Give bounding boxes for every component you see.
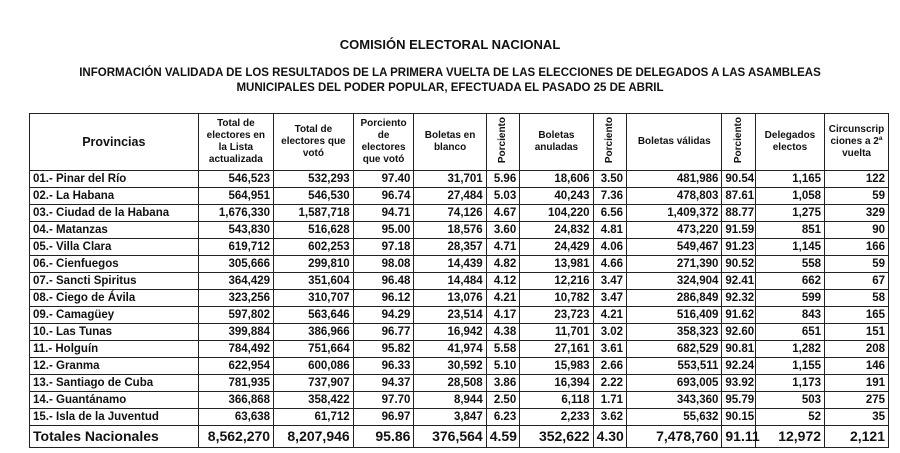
cell-total-electores-voto: 546,530 xyxy=(274,188,354,205)
cell-circunscripciones-segunda-vuelta: 146 xyxy=(825,358,889,375)
cell-porciento-electores-voto: 96.97 xyxy=(353,409,414,426)
header-porciento-anuladas xyxy=(593,114,627,171)
cell-boletas-validas: 553,511 xyxy=(627,358,722,375)
cell-boletas-blanco: 27,484 xyxy=(414,188,486,205)
header-porciento-validas-label: Porciento xyxy=(732,116,744,164)
table-row xyxy=(30,239,889,256)
totals-cell-total-electores-lista: 8,562,270 xyxy=(198,426,273,448)
totals-cell-circunscripciones-segunda-vuelta: 2,121 xyxy=(825,426,889,448)
cell-porciento-validas: 93.92 xyxy=(722,375,756,392)
header-row xyxy=(30,114,889,171)
header-total-electores-lista: Total de electores en la Lista actualizada xyxy=(198,114,273,171)
cell-porciento-electores-voto: 95.82 xyxy=(353,341,414,358)
cell-total-electores-voto: 61,712 xyxy=(274,409,354,426)
cell-porciento-blanco: 4.21 xyxy=(486,290,520,307)
cell-porciento-electores-voto: 94.29 xyxy=(353,307,414,324)
cell-total-electores-voto: 602,253 xyxy=(274,239,354,256)
cell-boletas-anuladas: 16,394 xyxy=(520,375,593,392)
cell-porciento-validas: 91.23 xyxy=(722,239,756,256)
cell-provincia: 13.- Santiago de Cuba xyxy=(30,375,199,392)
table-row xyxy=(30,409,889,426)
cell-porciento-blanco: 4.82 xyxy=(486,256,520,273)
cell-porciento-blanco: 4.38 xyxy=(486,324,520,341)
cell-boletas-anuladas: 40,243 xyxy=(520,188,593,205)
cell-porciento-electores-voto: 96.77 xyxy=(353,324,414,341)
cell-boletas-blanco: 74,126 xyxy=(414,205,486,222)
totals-cell-provincia: Totales Nacionales xyxy=(30,426,199,448)
table-row xyxy=(30,375,889,392)
totals-cell-boletas-anuladas: 352,622 xyxy=(520,426,593,448)
cell-boletas-validas: 473,220 xyxy=(627,222,722,239)
cell-porciento-blanco: 4.71 xyxy=(486,239,520,256)
cell-porciento-validas: 91.59 xyxy=(722,222,756,239)
cell-porciento-validas: 90.15 xyxy=(722,409,756,426)
table-row xyxy=(30,341,889,358)
cell-porciento-validas: 92.41 xyxy=(722,273,756,290)
table-row xyxy=(30,222,889,239)
table-row xyxy=(30,171,889,188)
totals-cell-boletas-blanco: 376,564 xyxy=(414,426,486,448)
cell-porciento-anuladas: 3.47 xyxy=(593,273,627,290)
table-row xyxy=(30,307,889,324)
cell-porciento-electores-voto: 96.33 xyxy=(353,358,414,375)
cell-total-electores-voto: 351,604 xyxy=(274,273,354,290)
cell-delegados-electos: 1,165 xyxy=(755,171,824,188)
cell-boletas-anuladas: 10,782 xyxy=(520,290,593,307)
cell-provincia: 11.- Holguín xyxy=(30,341,199,358)
header-porciento-validas xyxy=(722,114,756,171)
totals-cell-delegados-electos: 12,972 xyxy=(755,426,824,448)
cell-total-electores-voto: 358,422 xyxy=(274,392,354,409)
cell-boletas-anuladas: 12,216 xyxy=(520,273,593,290)
cell-total-electores-lista: 366,868 xyxy=(198,392,273,409)
cell-circunscripciones-segunda-vuelta: 208 xyxy=(825,341,889,358)
cell-boletas-blanco: 28,357 xyxy=(414,239,486,256)
cell-boletas-blanco: 14,439 xyxy=(414,256,486,273)
cell-circunscripciones-segunda-vuelta: 35 xyxy=(825,409,889,426)
cell-porciento-electores-voto: 94.71 xyxy=(353,205,414,222)
cell-provincia: 12.- Granma xyxy=(30,358,199,375)
cell-delegados-electos: 662 xyxy=(755,273,824,290)
cell-boletas-anuladas: 23,723 xyxy=(520,307,593,324)
header-porciento-electores-voto: Porciento de electores que votó xyxy=(353,114,414,171)
cell-porciento-validas: 95.79 xyxy=(722,392,756,409)
cell-circunscripciones-segunda-vuelta: 166 xyxy=(825,239,889,256)
cell-boletas-validas: 481,986 xyxy=(627,171,722,188)
header-circunscripciones-segunda-vuelta: Circunscrip ciones a 2ª vuelta xyxy=(825,114,889,171)
cell-delegados-electos: 1,275 xyxy=(755,205,824,222)
header-porciento-blanco xyxy=(486,114,520,171)
cell-total-electores-voto: 563,646 xyxy=(274,307,354,324)
cell-boletas-validas: 693,005 xyxy=(627,375,722,392)
cell-boletas-blanco: 14,484 xyxy=(414,273,486,290)
cell-boletas-validas: 549,467 xyxy=(627,239,722,256)
cell-porciento-anuladas: 3.50 xyxy=(593,171,627,188)
cell-porciento-electores-voto: 96.48 xyxy=(353,273,414,290)
header-boletas-validas: Boletas válidas xyxy=(627,114,722,171)
table-row xyxy=(30,256,889,273)
cell-porciento-blanco: 5.03 xyxy=(486,188,520,205)
cell-boletas-validas: 286,849 xyxy=(627,290,722,307)
cell-delegados-electos: 651 xyxy=(755,324,824,341)
cell-circunscripciones-segunda-vuelta: 59 xyxy=(825,188,889,205)
cell-porciento-anuladas: 4.66 xyxy=(593,256,627,273)
cell-boletas-blanco: 30,592 xyxy=(414,358,486,375)
cell-delegados-electos: 503 xyxy=(755,392,824,409)
cell-porciento-electores-voto: 94.37 xyxy=(353,375,414,392)
cell-boletas-validas: 516,409 xyxy=(627,307,722,324)
cell-boletas-validas: 271,390 xyxy=(627,256,722,273)
cell-provincia: 15.- Isla de la Juventud xyxy=(30,409,199,426)
cell-boletas-blanco: 23,514 xyxy=(414,307,486,324)
cell-porciento-blanco: 5.10 xyxy=(486,358,520,375)
cell-circunscripciones-segunda-vuelta: 122 xyxy=(825,171,889,188)
cell-total-electores-lista: 622,954 xyxy=(198,358,273,375)
table-row xyxy=(30,324,889,341)
results-table xyxy=(29,113,889,448)
cell-porciento-blanco: 2.50 xyxy=(486,392,520,409)
table-row xyxy=(30,205,889,222)
document-title: COMISIÓN ELECTORAL NACIONAL xyxy=(339,37,561,52)
document-subtitle: INFORMACIÓN VALIDADA DE LOS RESULTADOS DE LA PRIMERA VUELTA DE LAS ELECCIONES DE DELEGADOS A LAS ASAMBLEAS MUNICIPALES DEL PODER POPULAR, EFECTUADA EL PASADO 25 DE ABRIL xyxy=(79,67,821,94)
cell-circunscripciones-segunda-vuelta: 58 xyxy=(825,290,889,307)
cell-porciento-blanco: 4.17 xyxy=(486,307,520,324)
header-delegados-electos: Delegados electos xyxy=(755,114,824,171)
table-row xyxy=(30,290,889,307)
cell-boletas-anuladas: 15,983 xyxy=(520,358,593,375)
header-provincias: Provincias xyxy=(30,114,199,171)
cell-total-electores-lista: 305,666 xyxy=(198,256,273,273)
cell-total-electores-lista: 364,429 xyxy=(198,273,273,290)
cell-porciento-anuladas: 3.61 xyxy=(593,341,627,358)
cell-porciento-electores-voto: 97.18 xyxy=(353,239,414,256)
cell-boletas-validas: 324,904 xyxy=(627,273,722,290)
cell-porciento-blanco: 3.60 xyxy=(486,222,520,239)
cell-total-electores-lista: 1,676,330 xyxy=(198,205,273,222)
cell-boletas-anuladas: 11,701 xyxy=(520,324,593,341)
cell-provincia: 08.- Ciego de Ávila xyxy=(30,290,199,307)
cell-porciento-blanco: 4.12 xyxy=(486,273,520,290)
totals-cell-boletas-validas: 7,478,760 xyxy=(627,426,722,448)
cell-boletas-blanco: 28,508 xyxy=(414,375,486,392)
header-porciento-blanco-label: Porciento xyxy=(496,116,508,164)
cell-boletas-anuladas: 104,220 xyxy=(520,205,593,222)
cell-porciento-validas: 91.62 xyxy=(722,307,756,324)
cell-porciento-anuladas: 3.62 xyxy=(593,409,627,426)
cell-porciento-anuladas: 3.47 xyxy=(593,290,627,307)
table-row xyxy=(30,358,889,375)
cell-porciento-electores-voto: 97.70 xyxy=(353,392,414,409)
cell-boletas-anuladas: 6,118 xyxy=(520,392,593,409)
cell-delegados-electos: 1,173 xyxy=(755,375,824,392)
table-row xyxy=(30,392,889,409)
cell-porciento-anuladas: 2.22 xyxy=(593,375,627,392)
cell-provincia: 05.- Villa Clara xyxy=(30,239,199,256)
cell-total-electores-voto: 532,293 xyxy=(274,171,354,188)
cell-boletas-blanco: 8,944 xyxy=(414,392,486,409)
totals-cell-porciento-blanco: 4.59 xyxy=(486,426,520,448)
cell-provincia: 01.- Pinar del Río xyxy=(30,171,199,188)
cell-circunscripciones-segunda-vuelta: 59 xyxy=(825,256,889,273)
cell-total-electores-voto: 516,628 xyxy=(274,222,354,239)
cell-porciento-validas: 90.52 xyxy=(722,256,756,273)
cell-circunscripciones-segunda-vuelta: 329 xyxy=(825,205,889,222)
cell-total-electores-lista: 784,492 xyxy=(198,341,273,358)
cell-total-electores-voto: 600,086 xyxy=(274,358,354,375)
cell-boletas-blanco: 31,701 xyxy=(414,171,486,188)
cell-circunscripciones-segunda-vuelta: 165 xyxy=(825,307,889,324)
cell-porciento-validas: 90.81 xyxy=(722,341,756,358)
header-porciento-anuladas-label: Porciento xyxy=(603,116,615,164)
totals-cell-porciento-electores-voto: 95.86 xyxy=(353,426,414,448)
cell-porciento-anuladas: 4.21 xyxy=(593,307,627,324)
cell-delegados-electos: 558 xyxy=(755,256,824,273)
cell-delegados-electos: 851 xyxy=(755,222,824,239)
cell-porciento-anuladas: 6.56 xyxy=(593,205,627,222)
cell-porciento-validas: 87.61 xyxy=(722,188,756,205)
cell-porciento-validas: 90.54 xyxy=(722,171,756,188)
cell-provincia: 09.- Camagüey xyxy=(30,307,199,324)
cell-provincia: 04.- Matanzas xyxy=(30,222,199,239)
cell-provincia: 07.- Sancti Spiritus xyxy=(30,273,199,290)
cell-circunscripciones-segunda-vuelta: 151 xyxy=(825,324,889,341)
cell-porciento-anuladas: 2.66 xyxy=(593,358,627,375)
header-boletas-anuladas: Boletas anuladas xyxy=(520,114,593,171)
cell-boletas-validas: 682,529 xyxy=(627,341,722,358)
cell-provincia: 03.- Ciudad de la Habana xyxy=(30,205,199,222)
header-boletas-blanco: Boletas en blanco xyxy=(414,114,486,171)
cell-boletas-blanco: 13,076 xyxy=(414,290,486,307)
cell-boletas-anuladas: 24,429 xyxy=(520,239,593,256)
cell-delegados-electos: 843 xyxy=(755,307,824,324)
cell-porciento-anuladas: 3.02 xyxy=(593,324,627,341)
cell-boletas-anuladas: 18,606 xyxy=(520,171,593,188)
cell-boletas-blanco: 3,847 xyxy=(414,409,486,426)
cell-total-electores-lista: 546,523 xyxy=(198,171,273,188)
cell-delegados-electos: 1,058 xyxy=(755,188,824,205)
cell-boletas-blanco: 18,576 xyxy=(414,222,486,239)
cell-total-electores-lista: 619,712 xyxy=(198,239,273,256)
cell-boletas-anuladas: 27,161 xyxy=(520,341,593,358)
cell-boletas-validas: 343,360 xyxy=(627,392,722,409)
cell-total-electores-voto: 751,664 xyxy=(274,341,354,358)
cell-provincia: 14.- Guantánamo xyxy=(30,392,199,409)
cell-total-electores-voto: 737,907 xyxy=(274,375,354,392)
cell-provincia: 02.- La Habana xyxy=(30,188,199,205)
cell-total-electores-voto: 386,966 xyxy=(274,324,354,341)
cell-boletas-anuladas: 13,981 xyxy=(520,256,593,273)
cell-total-electores-voto: 1,587,718 xyxy=(274,205,354,222)
cell-circunscripciones-segunda-vuelta: 191 xyxy=(825,375,889,392)
cell-porciento-blanco: 4.67 xyxy=(486,205,520,222)
cell-circunscripciones-segunda-vuelta: 275 xyxy=(825,392,889,409)
cell-total-electores-lista: 597,802 xyxy=(198,307,273,324)
cell-porciento-electores-voto: 98.08 xyxy=(353,256,414,273)
cell-porciento-blanco: 6.23 xyxy=(486,409,520,426)
totals-cell-porciento-anuladas: 4.30 xyxy=(593,426,627,448)
cell-porciento-electores-voto: 96.74 xyxy=(353,188,414,205)
cell-provincia: 06.- Cienfuegos xyxy=(30,256,199,273)
cell-porciento-validas: 92.60 xyxy=(722,324,756,341)
cell-porciento-validas: 88.77 xyxy=(722,205,756,222)
totals-cell-total-electores-voto: 8,207,946 xyxy=(274,426,354,448)
cell-total-electores-lista: 564,951 xyxy=(198,188,273,205)
cell-boletas-blanco: 16,942 xyxy=(414,324,486,341)
cell-delegados-electos: 1,145 xyxy=(755,239,824,256)
cell-porciento-anuladas: 4.06 xyxy=(593,239,627,256)
table-row xyxy=(30,188,889,205)
cell-total-electores-voto: 299,810 xyxy=(274,256,354,273)
cell-porciento-validas: 92.32 xyxy=(722,290,756,307)
cell-boletas-validas: 478,803 xyxy=(627,188,722,205)
cell-total-electores-lista: 543,830 xyxy=(198,222,273,239)
table-body xyxy=(30,171,889,448)
cell-delegados-electos: 1,282 xyxy=(755,341,824,358)
cell-porciento-electores-voto: 95.00 xyxy=(353,222,414,239)
cell-delegados-electos: 1,155 xyxy=(755,358,824,375)
cell-porciento-anuladas: 4.81 xyxy=(593,222,627,239)
cell-porciento-anuladas: 1.71 xyxy=(593,392,627,409)
cell-boletas-validas: 1,409,372 xyxy=(627,205,722,222)
cell-porciento-validas: 92.24 xyxy=(722,358,756,375)
cell-delegados-electos: 599 xyxy=(755,290,824,307)
cell-total-electores-voto: 310,707 xyxy=(274,290,354,307)
cell-boletas-validas: 55,632 xyxy=(627,409,722,426)
cell-boletas-anuladas: 2,233 xyxy=(520,409,593,426)
cell-delegados-electos: 52 xyxy=(755,409,824,426)
cell-boletas-anuladas: 24,832 xyxy=(520,222,593,239)
cell-porciento-anuladas: 7.36 xyxy=(593,188,627,205)
cell-porciento-blanco: 5.58 xyxy=(486,341,520,358)
cell-porciento-blanco: 5.96 xyxy=(486,171,520,188)
table-row xyxy=(30,273,889,290)
cell-porciento-electores-voto: 96.12 xyxy=(353,290,414,307)
cell-total-electores-lista: 781,935 xyxy=(198,375,273,392)
cell-porciento-electores-voto: 97.40 xyxy=(353,171,414,188)
cell-circunscripciones-segunda-vuelta: 90 xyxy=(825,222,889,239)
header-total-electores-voto: Total de electores que votó xyxy=(274,114,354,171)
cell-total-electores-lista: 63,638 xyxy=(198,409,273,426)
totals-row xyxy=(30,426,889,448)
cell-total-electores-lista: 399,884 xyxy=(198,324,273,341)
cell-boletas-blanco: 41,974 xyxy=(414,341,486,358)
cell-circunscripciones-segunda-vuelta: 67 xyxy=(825,273,889,290)
totals-cell-porciento-validas: 91.11 xyxy=(722,426,756,448)
cell-total-electores-lista: 323,256 xyxy=(198,290,273,307)
cell-provincia: 10.- Las Tunas xyxy=(30,324,199,341)
cell-porciento-blanco: 3.86 xyxy=(486,375,520,392)
cell-boletas-validas: 358,323 xyxy=(627,324,722,341)
